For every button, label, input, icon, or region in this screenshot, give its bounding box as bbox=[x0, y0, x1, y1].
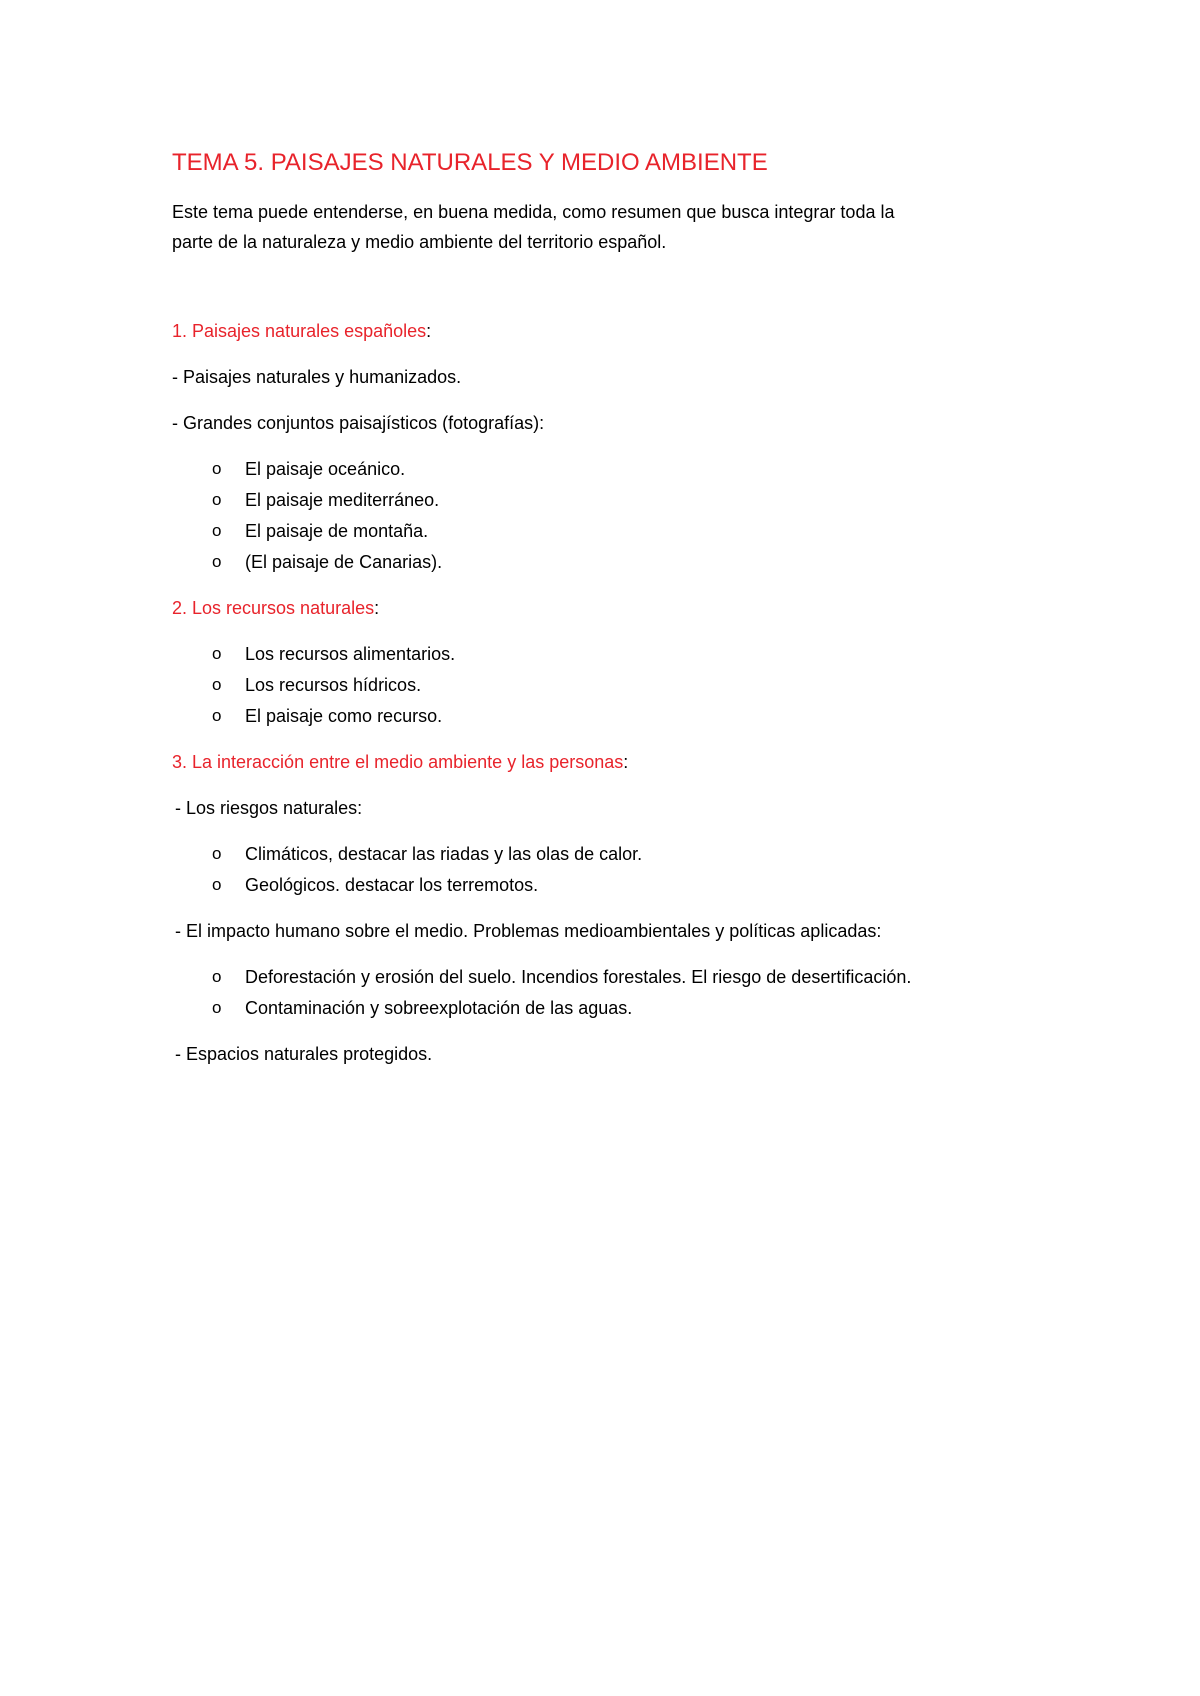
list-item: El paisaje como recurso. bbox=[245, 706, 443, 726]
section-2-heading bbox=[172, 597, 379, 619]
bullet-marker: o bbox=[212, 521, 222, 540]
section-3-item-1: - Los riesgos naturales: bbox=[175, 798, 363, 818]
section-2-colon: : bbox=[374, 598, 380, 618]
section-1-item-1: - Paisajes naturales y humanizados. bbox=[172, 367, 462, 387]
list-item: El paisaje de montaña. bbox=[245, 521, 429, 541]
bullet-marker: o bbox=[212, 644, 222, 663]
bullet-marker: o bbox=[212, 706, 222, 725]
bullet-marker: o bbox=[212, 844, 222, 863]
list-item: El paisaje oceánico. bbox=[245, 459, 406, 479]
bullet-marker: o bbox=[212, 967, 222, 986]
list-item: Geológicos. destacar los terremotos. bbox=[245, 875, 539, 895]
list-item: Contaminación y sobreexplotación de las aguas. bbox=[245, 998, 633, 1018]
list-item: (El paisaje de Canarias). bbox=[245, 552, 443, 572]
section-3-heading bbox=[172, 751, 628, 773]
list-item: Los recursos alimentarios. bbox=[245, 644, 456, 664]
bullet-marker: o bbox=[212, 998, 222, 1017]
intro-line-1: Este tema puede entenderse, en buena medida, como resumen que busca integrar toda la bbox=[172, 202, 895, 222]
list-item: El paisaje mediterráneo. bbox=[245, 490, 440, 510]
section-1-heading-text: 1. Paisajes naturales españoles bbox=[172, 321, 427, 341]
document-title: TEMA 5. PAISAJES NATURALES Y MEDIO AMBIENTE bbox=[172, 149, 768, 176]
bullet-marker: o bbox=[212, 552, 222, 571]
section-3-item-3: - Espacios naturales protegidos. bbox=[175, 1044, 433, 1064]
list-item: Los recursos hídricos. bbox=[245, 675, 422, 695]
section-3-heading-text: 3. La interacción entre el medio ambiente y las personas bbox=[172, 752, 624, 772]
section-1-colon: : bbox=[426, 321, 432, 341]
section-3-item-2: - El impacto humano sobre el medio. Problemas medioambientales y políticas aplicadas: bbox=[175, 921, 882, 941]
bullet-marker: o bbox=[212, 459, 222, 478]
bullet-marker: o bbox=[212, 875, 222, 894]
section-1-item-2: - Grandes conjuntos paisajísticos (fotografías): bbox=[172, 413, 545, 433]
section-1-heading bbox=[172, 320, 431, 342]
bullet-marker: o bbox=[212, 490, 222, 509]
list-item: Climáticos, destacar las riadas y las olas de calor. bbox=[245, 844, 643, 864]
bullet-marker: o bbox=[212, 675, 222, 694]
section-3-colon: : bbox=[623, 752, 629, 772]
list-item: Deforestación y erosión del suelo. Incendios forestales. El riesgo de desertificación. bbox=[245, 967, 912, 987]
intro-line-2: parte de la naturaleza y medio ambiente del territorio español. bbox=[172, 232, 667, 252]
section-2-heading-text: 2. Los recursos naturales bbox=[172, 598, 375, 618]
